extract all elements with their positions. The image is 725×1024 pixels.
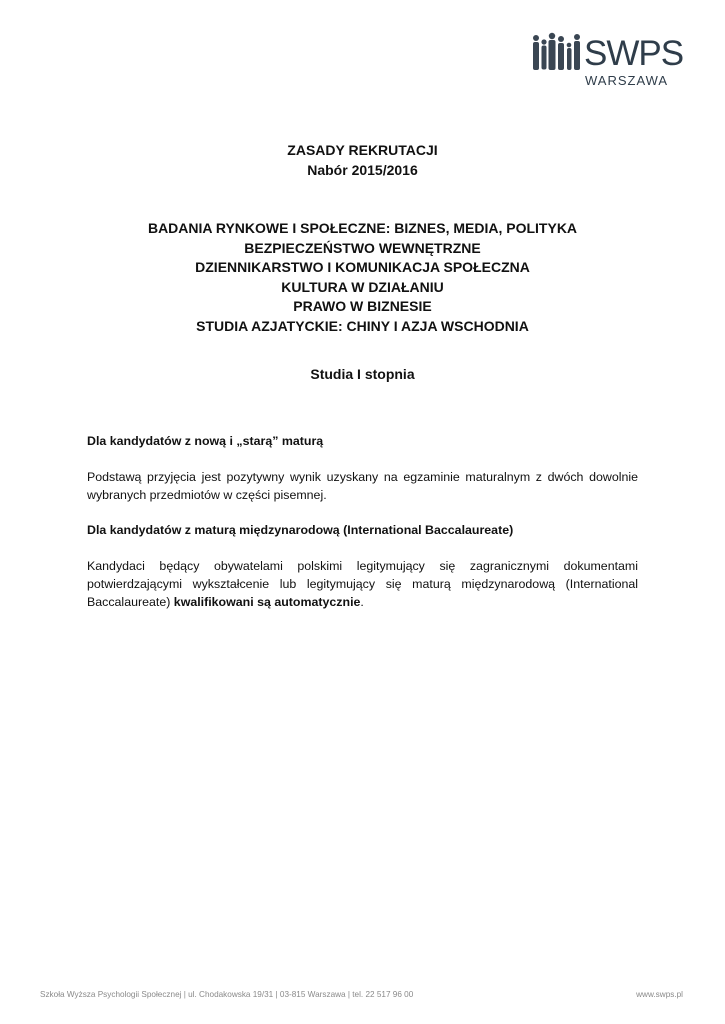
section-text-ib-matura [87,557,638,611]
study-level: Studia I stopnia [310,366,415,382]
section-heading-standard-matura: Dla kandydatów z nową i „starą” maturą [87,434,324,448]
ib-text-emphasis: kwalifikowani są automatycznie [173,595,361,609]
program-item: STUDIA AZJATYCKIE: CHINY I AZJA WSCHODNIA [196,317,529,334]
footer-website-link[interactable]: www.swps.pl [636,990,683,999]
program-list [0,219,725,336]
swps-logo [532,32,688,94]
ib-text-end: . [360,595,364,609]
section-text-standard-matura: Podstawą przyjęcia jest pozytywny wynik uzyskany na egzaminie maturalnym z dwóch dowolnie wybranych przedmiotów w części pisemnej. [87,470,638,502]
ib-text-main: Kandydaci będący obywatelami polskimi legitymujący się zagranicznymi dokumentami potwierdzającymi wykształcenie lub legitymujący się maturą międzynarodową (International Baccalaureate) [87,559,638,609]
recruitment-header [0,141,725,180]
logo-wordmark: SWPS [584,34,684,73]
footer-address: Szkoła Wyższa Psychologii Społecznej | ul. Chodakowska 19/31 | 03-815 Warszawa | tel. 22 517 96 00 [40,990,414,999]
program-item: BADANIA RYNKOWE I SPOŁECZNE: BIZNES, MEDIA, POLITYKA [147,220,578,236]
people-silhouettes-icon [532,32,582,72]
program-item: PRAWO W BIZNESIE [293,298,432,314]
program-item: KULTURA W DZIAŁANIU [281,278,444,295]
recruitment-title: ZASADY REKRUTACJI [287,142,438,158]
program-item: DZIENNIKARSTWO I KOMUNIKACJA SPOŁECZNA [195,259,530,275]
program-item: BEZPIECZEŃSTWO WEWNĘTRZNE [244,239,481,256]
recruitment-year: Nabór 2015/2016 [307,161,418,178]
section-heading-ib-matura: Dla kandydatów z maturą międzynarodową (International Baccalaureate) [87,523,514,537]
logo-city: WARSZAWA [585,73,669,88]
